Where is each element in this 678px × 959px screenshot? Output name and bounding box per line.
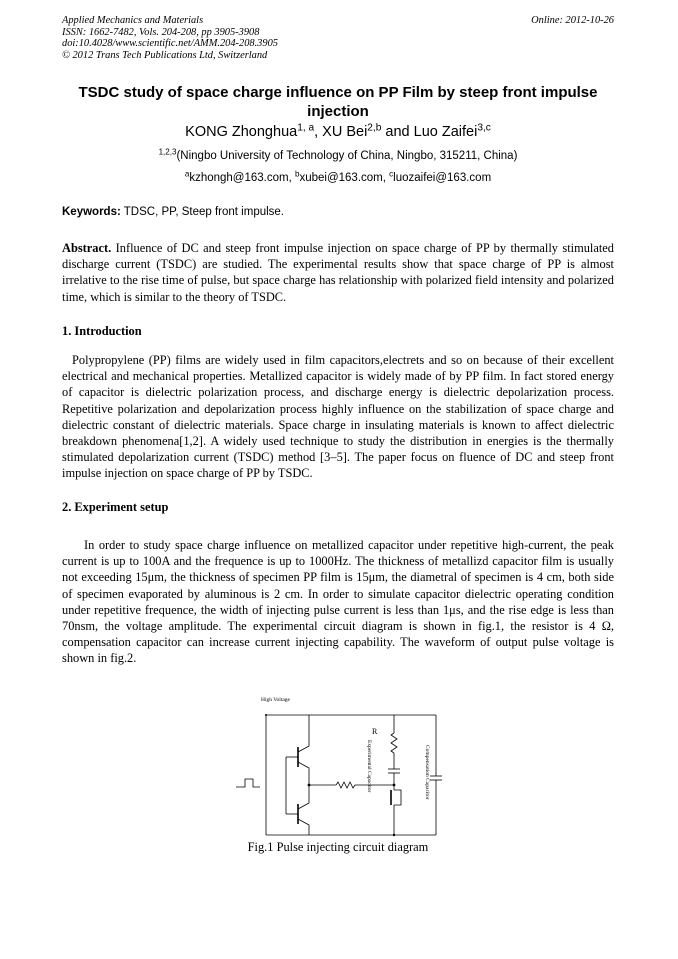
section-heading-introduction: 1. Introduction bbox=[62, 324, 142, 338]
introduction-paragraph: Polypropylene (PP) films are widely used in film capacitors,electrets and so on because of their excellent electrical and mechanical properties. Metallized capacitor is widely made of by PP film. In fact stored energy of capacitor is dielectric polarization process, and discharge energy is dielectric depolarization process. Repetitive polarization and depolarization process highly influence on the stabilization of space charge and dielectric constant of dielectric materials. Space charge in insulating materials is known to affect dielectric breakdown phenomena[1,2]. A widely used technique to study the distribution in energies is the thermally stimulated depolarization current (TSDC) method [3–5]. The paper focus on fluence of DC and steep front impulse injection on space charge of PP by TSDC. bbox=[62, 353, 614, 481]
transistor-emitter bbox=[298, 762, 309, 782]
email-sup: c bbox=[389, 169, 394, 179]
journal-header bbox=[62, 15, 278, 61]
author-list bbox=[62, 124, 614, 140]
compensation-capacitor-label: Compensation Capacitor bbox=[424, 745, 430, 800]
abstract-label: Abstract. bbox=[62, 241, 112, 255]
keywords bbox=[62, 206, 614, 218]
affiliation bbox=[62, 147, 614, 162]
affiliation-sup: 1,2,3 bbox=[158, 147, 177, 157]
author-separator: and bbox=[381, 124, 414, 140]
resistor-label: R bbox=[372, 727, 378, 736]
affiliation-text: (Ningbo University of Technology of China, Ningbo, 315211, China) bbox=[176, 150, 518, 162]
author-1: KONG Zhonghua bbox=[185, 124, 298, 140]
keywords-label: Keywords: bbox=[62, 206, 121, 218]
email-list bbox=[62, 169, 614, 184]
figure-caption: Fig.1 Pulse injecting circuit diagram bbox=[247, 840, 429, 854]
author-2: XU Bei bbox=[322, 124, 368, 140]
resistor-zigzag bbox=[336, 782, 355, 788]
circuit-diagram-figure bbox=[231, 690, 451, 840]
section-heading-experiment-setup: 2. Experiment setup bbox=[62, 500, 169, 514]
abstract bbox=[62, 240, 614, 305]
issn-line: ISSN: 1662-7482, Vols. 204-208, pp 3905-3908 bbox=[62, 26, 260, 38]
email-sup: a bbox=[184, 169, 190, 179]
paper-title bbox=[62, 84, 614, 121]
email-link: xubei@163.com, bbox=[299, 172, 390, 184]
title-line-1: TSDC study of space charge influence on PP Film by steep front impulse bbox=[78, 84, 598, 101]
high-voltage-label: High Voltage bbox=[261, 697, 290, 703]
email-sup: b bbox=[294, 169, 300, 179]
resistor-r bbox=[391, 733, 397, 753]
author-1-sup: 1, a bbox=[297, 122, 315, 134]
journal-name: Applied Mechanics and Materials bbox=[62, 15, 204, 26]
author-separator: , bbox=[314, 124, 323, 140]
online-date: Online: 2012-10-26 bbox=[531, 15, 614, 26]
input-pulse-symbol bbox=[236, 779, 260, 787]
author-3-sup: 3,c bbox=[477, 122, 491, 134]
abstract-text: Influence of DC and steep front impulse injection on space charge of PP by thermally stimulated discharge current (TSDC) are studied. The experimental results show that space charge of PP is almost irrelative to the rise time of pulse, but space charge has relationship with polarized field intensity and polarized time, which is similar to the theory of TSDC. bbox=[62, 241, 614, 304]
doi-line: doi:10.4028/www.scientific.net/AMM.204-208.3905 bbox=[62, 38, 278, 50]
experimental-capacitor-label: Experimental Capacitor bbox=[366, 740, 372, 793]
author-3: Luo Zaifei bbox=[413, 124, 478, 140]
transistor-emitter bbox=[298, 819, 309, 835]
title-line-2: injection bbox=[307, 102, 369, 120]
keywords-text: TDSC, PP, Steep front impulse. bbox=[120, 206, 285, 218]
copyright-line: © 2012 Trans Tech Publications Ltd, Switzerland bbox=[62, 49, 268, 61]
circuit-diagram bbox=[231, 690, 451, 840]
experiment-setup-paragraph: In order to study space charge influence on metallized capacitor under repetitive high-current, the peak current is up to 100A and the frequence is up to 1000Hz. The thickness of metallizd capacitor film is usually not exceeding 15μm, the thickness of specimen PP film is 15μm, the diametral of specimen is 4 cm, both side of specimen evaporated by aluminous is 2 cm. In order to simulate capacitor dielectric operating condition under repetitive frequence, the width of injecting pulse current is less than 1μs, and the rise edge is less than 70nsm, the voltage amplitude. The experimental circuit diagram is shown in fig.1, the resistor is 4 Ω, compensation capacitor can increase current injecting capability. The waveform of output pulse voltage is shown in fig.2. bbox=[62, 538, 614, 666]
email-link: kzhongh@163.com, bbox=[189, 172, 295, 184]
email-link: luozaifei@163.com bbox=[393, 172, 492, 184]
author-2-sup: 2,b bbox=[367, 122, 382, 134]
